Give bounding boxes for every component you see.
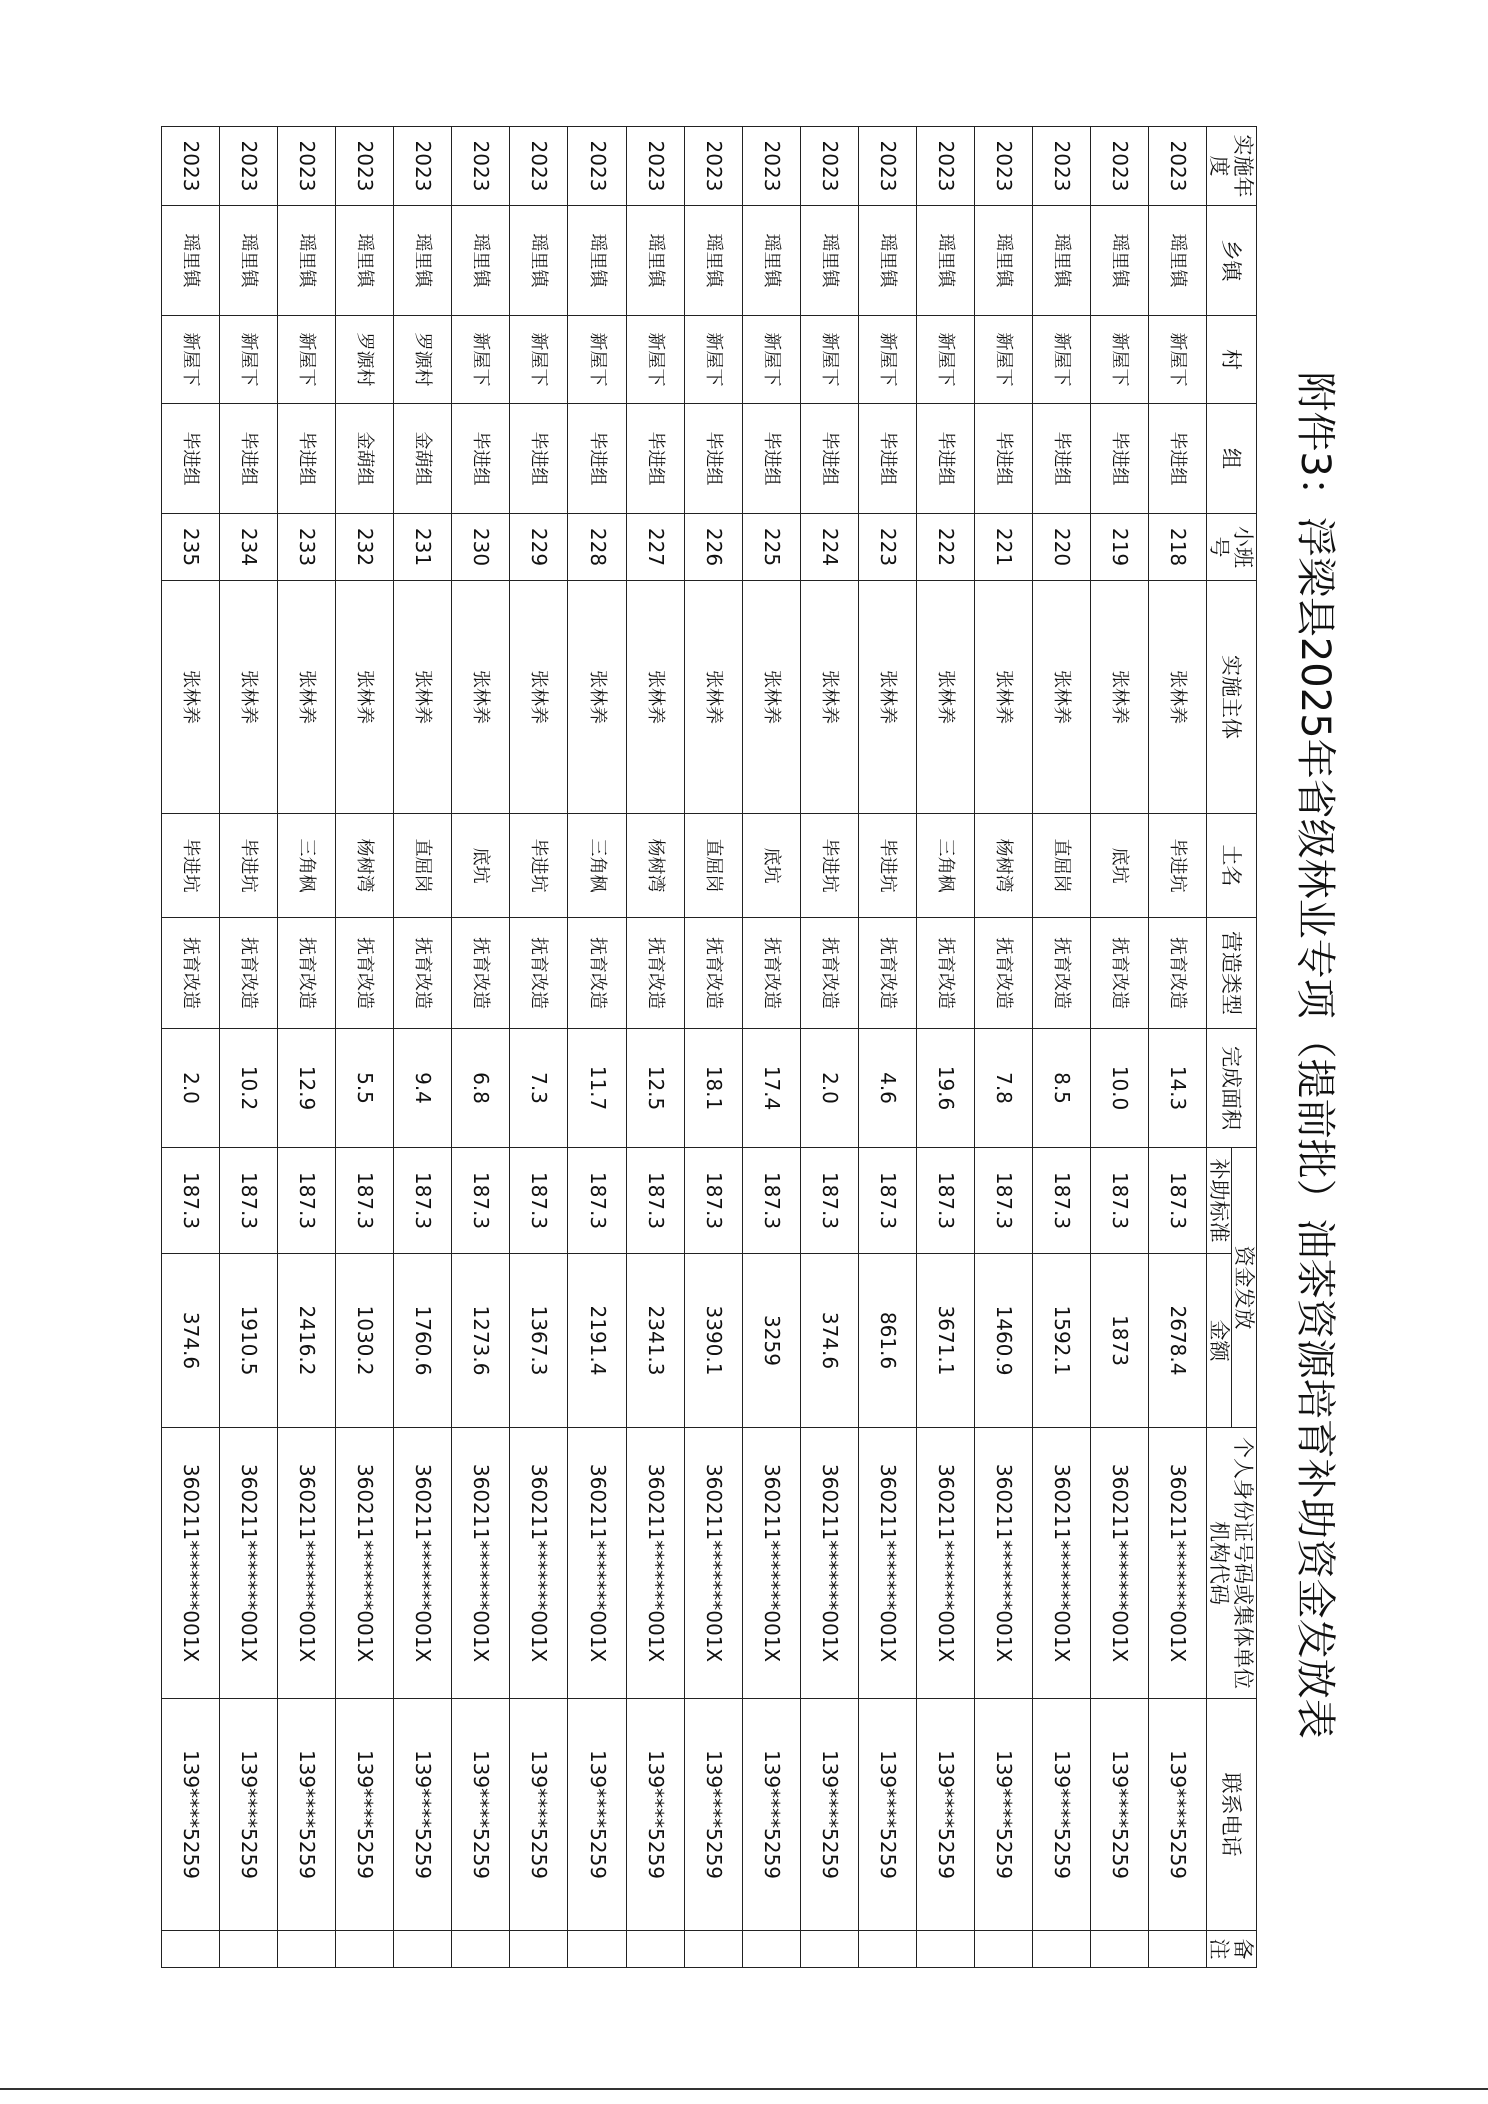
cell-remark [1032,1931,1090,1968]
cell-id: 360211*******001X [1032,1428,1090,1699]
cell-id: 360211*******001X [1090,1428,1148,1699]
cell-year: 2023 [858,127,916,206]
cell-year: 2023 [568,127,626,206]
cell-village: 新屋下 [684,316,742,404]
cell-place: 毕进坑 [858,814,916,918]
cell-village: 罗源村 [394,316,452,404]
header-funds: 资金发放 [1232,1148,1257,1428]
cell-entity: 张林养 [974,581,1032,814]
cell-remark [510,1931,568,1968]
cell-area: 5.5 [336,1029,394,1148]
cell-rate: 187.3 [1090,1148,1148,1254]
bottom-rule [0,2088,1488,2090]
cell-entity: 张林养 [916,581,974,814]
cell-rate: 187.3 [510,1148,568,1254]
table-row [916,127,974,1968]
cell-type: 抚育改造 [510,918,568,1029]
cell-town: 瑶里镇 [336,206,394,316]
table-row [510,127,568,1968]
cell-group: 金葫组 [336,404,394,514]
cell-group: 毕进组 [510,404,568,514]
cell-id: 360211*******001X [800,1428,858,1699]
cell-remark [336,1931,394,1968]
cell-town: 瑶里镇 [394,206,452,316]
cell-id: 360211*******001X [394,1428,452,1699]
cell-place: 杨树湾 [974,814,1032,918]
cell-entity: 张林养 [336,581,394,814]
cell-area: 10.0 [1090,1029,1148,1148]
cell-remark [220,1931,278,1968]
cell-place: 直屈岗 [394,814,452,918]
cell-place: 三角枫 [278,814,336,918]
cell-entity: 张林养 [162,581,220,814]
cell-village: 罗源村 [336,316,394,404]
cell-phone: 139****5259 [684,1699,742,1931]
cell-plot: 228 [568,514,626,581]
cell-entity: 张林养 [1032,581,1090,814]
cell-village: 新屋下 [1090,316,1148,404]
cell-plot: 235 [162,514,220,581]
cell-phone: 139****5259 [336,1699,394,1931]
cell-plot: 225 [742,514,800,581]
cell-village: 新屋下 [974,316,1032,404]
cell-rate: 187.3 [626,1148,684,1254]
table-row [1032,127,1090,1968]
cell-village: 新屋下 [452,316,510,404]
cell-plot: 222 [916,514,974,581]
cell-phone: 139****5259 [510,1699,568,1931]
cell-rate: 187.3 [1148,1148,1206,1254]
cell-plot: 223 [858,514,916,581]
header-phone: 联系电话 [1207,1699,1257,1931]
cell-village: 新屋下 [858,316,916,404]
cell-village: 新屋下 [278,316,336,404]
cell-town: 瑶里镇 [1148,206,1206,316]
cell-type: 抚育改造 [1090,918,1148,1029]
cell-group: 毕进组 [916,404,974,514]
table-row [858,127,916,1968]
cell-town: 瑶里镇 [800,206,858,316]
cell-id: 360211*******001X [974,1428,1032,1699]
cell-remark [858,1931,916,1968]
cell-group: 毕进组 [742,404,800,514]
cell-remark [916,1931,974,1968]
cell-village: 新屋下 [162,316,220,404]
cell-amount: 2678.4 [1148,1254,1206,1428]
table-row [1090,127,1148,1968]
header-place: 土名 [1207,814,1257,918]
cell-plot: 227 [626,514,684,581]
cell-town: 瑶里镇 [568,206,626,316]
cell-rate: 187.3 [220,1148,278,1254]
cell-rate: 187.3 [684,1148,742,1254]
header-town: 乡镇 [1207,206,1257,316]
cell-id: 360211*******001X [510,1428,568,1699]
cell-area: 2.0 [800,1029,858,1148]
cell-rate: 187.3 [336,1148,394,1254]
cell-id: 360211*******001X [858,1428,916,1699]
cell-town: 瑶里镇 [510,206,568,316]
cell-place: 毕进坑 [162,814,220,918]
cell-place: 三角枫 [568,814,626,918]
cell-id: 360211*******001X [684,1428,742,1699]
cell-plot: 232 [336,514,394,581]
header-rate: 补助标准 [1207,1148,1232,1254]
page-title: 附件3：浮梁县2025年省级林业专项（提前批）油茶资源培育补助资金发放表 [1292,371,1338,1739]
cell-remark [1148,1931,1206,1968]
cell-plot: 218 [1148,514,1206,581]
cell-town: 瑶里镇 [162,206,220,316]
cell-id: 360211*******001X [916,1428,974,1699]
cell-area: 9.4 [394,1029,452,1148]
cell-town: 瑶里镇 [220,206,278,316]
table-row [220,127,278,1968]
cell-town: 瑶里镇 [1090,206,1148,316]
cell-place: 直屈岗 [684,814,742,918]
table-row [626,127,684,1968]
cell-amount: 374.6 [162,1254,220,1428]
table-body [162,127,1207,1968]
table-row [452,127,510,1968]
cell-year: 2023 [278,127,336,206]
cell-place: 底坑 [1090,814,1148,918]
table-row [568,127,626,1968]
cell-rate: 187.3 [916,1148,974,1254]
cell-plot: 230 [452,514,510,581]
cell-remark [1090,1931,1148,1968]
cell-remark [626,1931,684,1968]
cell-type: 抚育改造 [336,918,394,1029]
cell-rate: 187.3 [1032,1148,1090,1254]
cell-entity: 张林养 [394,581,452,814]
cell-phone: 139****5259 [394,1699,452,1931]
cell-type: 抚育改造 [452,918,510,1029]
cell-place: 毕进坑 [1148,814,1206,918]
cell-amount: 3671.1 [916,1254,974,1428]
table-row [800,127,858,1968]
cell-plot: 220 [1032,514,1090,581]
cell-remark [452,1931,510,1968]
cell-area: 11.7 [568,1029,626,1148]
cell-area: 14.3 [1148,1029,1206,1148]
cell-village: 新屋下 [1148,316,1206,404]
cell-town: 瑶里镇 [452,206,510,316]
cell-village: 新屋下 [916,316,974,404]
table-row [974,127,1032,1968]
cell-type: 抚育改造 [916,918,974,1029]
cell-amount: 3259 [742,1254,800,1428]
cell-year: 2023 [1090,127,1148,206]
cell-type: 抚育改造 [1148,918,1206,1029]
cell-place: 毕进坑 [510,814,568,918]
cell-year: 2023 [336,127,394,206]
cell-type: 抚育改造 [220,918,278,1029]
cell-amount: 374.6 [800,1254,858,1428]
cell-area: 10.2 [220,1029,278,1148]
cell-village: 新屋下 [1032,316,1090,404]
cell-group: 毕进组 [568,404,626,514]
cell-type: 抚育改造 [684,918,742,1029]
cell-type: 抚育改造 [742,918,800,1029]
cell-id: 360211*******001X [278,1428,336,1699]
cell-plot: 229 [510,514,568,581]
cell-place: 三角枫 [916,814,974,918]
cell-id: 360211*******001X [162,1428,220,1699]
cell-remark [684,1931,742,1968]
cell-remark [800,1931,858,1968]
cell-village: 新屋下 [626,316,684,404]
cell-area: 6.8 [452,1029,510,1148]
table-row [684,127,742,1968]
cell-entity: 张林养 [1148,581,1206,814]
cell-amount: 1910.5 [220,1254,278,1428]
header-amount: 金额 [1207,1254,1232,1428]
cell-type: 抚育改造 [394,918,452,1029]
cell-town: 瑶里镇 [858,206,916,316]
cell-entity: 张林养 [1090,581,1148,814]
rotated-table [161,126,1257,1967]
cell-year: 2023 [684,127,742,206]
cell-village: 新屋下 [510,316,568,404]
cell-type: 抚育改造 [800,918,858,1029]
cell-place: 底坑 [742,814,800,918]
cell-amount: 1760.6 [394,1254,452,1428]
cell-phone: 139****5259 [568,1699,626,1931]
cell-town: 瑶里镇 [916,206,974,316]
cell-year: 2023 [974,127,1032,206]
cell-place: 毕进坑 [220,814,278,918]
cell-entity: 张林养 [452,581,510,814]
header-year: 实施年度 [1207,127,1257,206]
cell-type: 抚育改造 [1032,918,1090,1029]
cell-town: 瑶里镇 [742,206,800,316]
cell-area: 17.4 [742,1029,800,1148]
cell-entity: 张林养 [626,581,684,814]
cell-area: 12.9 [278,1029,336,1148]
cell-plot: 231 [394,514,452,581]
cell-group: 毕进组 [626,404,684,514]
cell-phone: 139****5259 [452,1699,510,1931]
cell-entity: 张林养 [568,581,626,814]
cell-rate: 187.3 [452,1148,510,1254]
cell-phone: 139****5259 [278,1699,336,1931]
table-row [394,127,452,1968]
cell-phone: 139****5259 [742,1699,800,1931]
cell-id: 360211*******001X [1148,1428,1206,1699]
header-entity: 实施主体 [1207,581,1257,814]
cell-amount: 1873 [1090,1254,1148,1428]
cell-area: 19.6 [916,1029,974,1148]
cell-village: 新屋下 [568,316,626,404]
cell-remark [394,1931,452,1968]
cell-entity: 张林养 [742,581,800,814]
cell-group: 毕进组 [800,404,858,514]
cell-area: 8.5 [1032,1029,1090,1148]
cell-phone: 139****5259 [974,1699,1032,1931]
cell-id: 360211*******001X [626,1428,684,1699]
cell-year: 2023 [220,127,278,206]
cell-group: 毕进组 [858,404,916,514]
cell-plot: 219 [1090,514,1148,581]
cell-remark [162,1931,220,1968]
cell-id: 360211*******001X [568,1428,626,1699]
cell-remark [974,1931,1032,1968]
cell-phone: 139****5259 [1090,1699,1148,1931]
cell-year: 2023 [626,127,684,206]
cell-entity: 张林养 [510,581,568,814]
cell-amount: 1592.1 [1032,1254,1090,1428]
cell-phone: 139****5259 [220,1699,278,1931]
cell-place: 杨树湾 [626,814,684,918]
cell-amount: 1367.3 [510,1254,568,1428]
cell-amount: 861.6 [858,1254,916,1428]
cell-rate: 187.3 [394,1148,452,1254]
subsidy-table [161,126,1257,1968]
cell-town: 瑶里镇 [278,206,336,316]
header-plot: 小班号 [1207,514,1257,581]
cell-id: 360211*******001X [742,1428,800,1699]
cell-year: 2023 [742,127,800,206]
cell-year: 2023 [162,127,220,206]
cell-remark [568,1931,626,1968]
cell-id: 360211*******001X [336,1428,394,1699]
cell-entity: 张林养 [278,581,336,814]
cell-phone: 139****5259 [858,1699,916,1931]
cell-entity: 张林养 [858,581,916,814]
cell-type: 抚育改造 [278,918,336,1029]
cell-place: 直屈岗 [1032,814,1090,918]
cell-town: 瑶里镇 [626,206,684,316]
cell-plot: 224 [800,514,858,581]
cell-phone: 139****5259 [1148,1699,1206,1931]
cell-rate: 187.3 [742,1148,800,1254]
cell-plot: 234 [220,514,278,581]
cell-remark [742,1931,800,1968]
cell-village: 新屋下 [800,316,858,404]
cell-village: 新屋下 [220,316,278,404]
cell-town: 瑶里镇 [684,206,742,316]
cell-group: 毕进组 [452,404,510,514]
table-row [336,127,394,1968]
table-row [742,127,800,1968]
cell-entity: 张林养 [800,581,858,814]
table-row [162,127,220,1968]
cell-year: 2023 [452,127,510,206]
cell-village: 新屋下 [742,316,800,404]
cell-type: 抚育改造 [974,918,1032,1029]
cell-plot: 226 [684,514,742,581]
cell-year: 2023 [800,127,858,206]
cell-area: 7.8 [974,1029,1032,1148]
header-remark: 备注 [1207,1931,1257,1968]
cell-amount: 1273.6 [452,1254,510,1428]
cell-year: 2023 [1148,127,1206,206]
cell-amount: 2341.3 [626,1254,684,1428]
cell-amount: 3390.1 [684,1254,742,1428]
cell-type: 抚育改造 [858,918,916,1029]
cell-rate: 187.3 [800,1148,858,1254]
cell-rate: 187.3 [162,1148,220,1254]
header-row-1 [1232,127,1257,1968]
header-type: 营造类型 [1207,918,1257,1029]
cell-area: 4.6 [858,1029,916,1148]
cell-entity: 张林养 [220,581,278,814]
cell-amount: 2191.4 [568,1254,626,1428]
cell-group: 毕进组 [974,404,1032,514]
cell-plot: 221 [974,514,1032,581]
header-village: 村 [1207,316,1257,404]
cell-phone: 139****5259 [916,1699,974,1931]
cell-entity: 张林养 [684,581,742,814]
cell-area: 7.3 [510,1029,568,1148]
cell-phone: 139****5259 [162,1699,220,1931]
table-row [1148,127,1206,1968]
cell-year: 2023 [394,127,452,206]
cell-amount: 1460.9 [974,1254,1032,1428]
cell-rate: 187.3 [858,1148,916,1254]
cell-type: 抚育改造 [626,918,684,1029]
table-row [278,127,336,1968]
cell-type: 抚育改造 [162,918,220,1029]
cell-rate: 187.3 [278,1148,336,1254]
cell-year: 2023 [1032,127,1090,206]
cell-plot: 233 [278,514,336,581]
cell-amount: 2416.2 [278,1254,336,1428]
cell-group: 毕进组 [1032,404,1090,514]
cell-area: 18.1 [684,1029,742,1148]
cell-town: 瑶里镇 [974,206,1032,316]
cell-id: 360211*******001X [452,1428,510,1699]
cell-group: 毕进组 [278,404,336,514]
cell-phone: 139****5259 [800,1699,858,1931]
cell-place: 毕进坑 [800,814,858,918]
cell-remark [278,1931,336,1968]
cell-group: 金葫组 [394,404,452,514]
cell-id: 360211*******001X [220,1428,278,1699]
header-id: 个人身份证号码或集体单位机构代码 [1207,1428,1257,1699]
cell-place: 底坑 [452,814,510,918]
cell-type: 抚育改造 [568,918,626,1029]
header-area: 完成面积 [1207,1029,1257,1148]
cell-group: 毕进组 [684,404,742,514]
cell-phone: 139****5259 [1032,1699,1090,1931]
cell-amount: 1030.2 [336,1254,394,1428]
cell-phone: 139****5259 [626,1699,684,1931]
table-container [161,126,1257,1967]
cell-rate: 187.3 [568,1148,626,1254]
cell-rate: 187.3 [974,1148,1032,1254]
cell-area: 12.5 [626,1029,684,1148]
cell-town: 瑶里镇 [1032,206,1090,316]
header-group: 组 [1207,404,1257,514]
cell-area: 2.0 [162,1029,220,1148]
cell-year: 2023 [510,127,568,206]
cell-group: 毕进组 [220,404,278,514]
cell-year: 2023 [916,127,974,206]
cell-group: 毕进组 [162,404,220,514]
cell-group: 毕进组 [1148,404,1206,514]
cell-place: 杨树湾 [336,814,394,918]
cell-group: 毕进组 [1090,404,1148,514]
